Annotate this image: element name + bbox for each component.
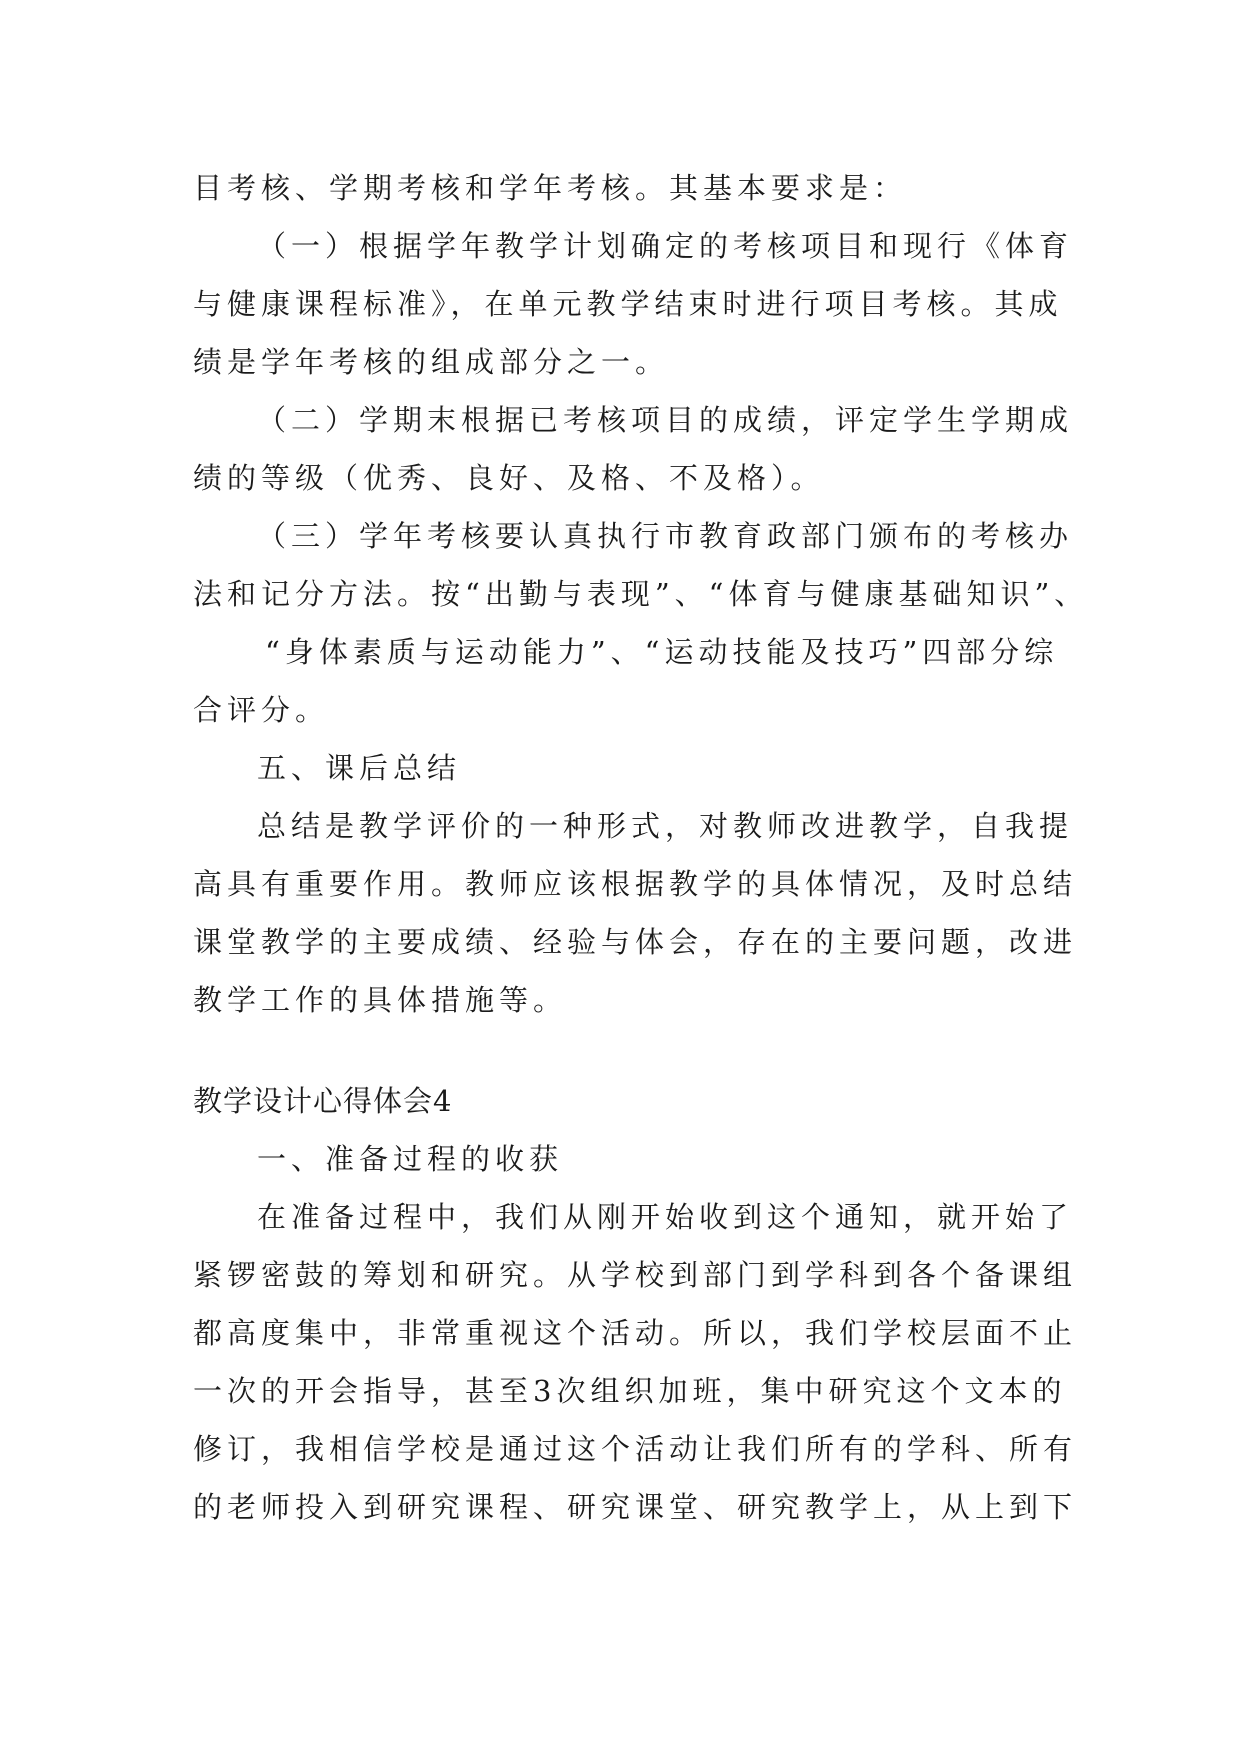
article-title: 教学设计心得体会4: [193, 1084, 453, 1118]
text-line: 高具有重要作用。教师应该根据教学的具体情况，及时总结: [193, 867, 1078, 901]
section-heading: 五、课后总结: [257, 751, 462, 785]
text-line: 绩的等级（优秀、良好、及格、不及格）。: [193, 461, 825, 495]
text-line: （一）根据学年教学计划确定的考核项目和现行《体育: [257, 229, 1074, 263]
text-line: 法和记分方法。按“出勤与表现”、“体育与健康基础知识”、: [193, 577, 1089, 611]
text-line: （二）学期末根据已考核项目的成绩，评定学生学期成: [257, 403, 1074, 437]
text-line: 紧锣密鼓的筹划和研究。从学校到部门到学科到各个备课组: [193, 1258, 1078, 1292]
text-line: 一次的开会指导，甚至3次组织加班，集中研究这个文本的: [193, 1374, 1067, 1408]
text-line: 修订，我相信学校是通过这个活动让我们所有的学科、所有: [193, 1432, 1078, 1466]
text-line: 教学工作的具体措施等。: [193, 983, 568, 1017]
text-line: 目考核、学期考核和学年考核。其基本要求是：: [193, 171, 908, 205]
text-line: 总结是教学评价的一种形式，对教师改进教学，自我提: [257, 809, 1074, 843]
text-line: 与健康课程标准》，在单元教学结束时进行项目考核。其成: [193, 287, 1063, 321]
text-line: 的老师投入到研究课程、研究课堂、研究教学上，从上到下: [193, 1490, 1078, 1524]
text-line: “身体素质与运动能力”、“运动技能及技巧”四部分综: [265, 635, 1059, 669]
text-line: 在准备过程中，我们从刚开始收到这个通知，就开始了: [257, 1200, 1074, 1234]
text-line: 课堂教学的主要成绩、经验与体会，存在的主要问题，改进: [193, 925, 1078, 959]
text-line: （三）学年考核要认真执行市教育政部门颁布的考核办: [257, 519, 1074, 553]
section-heading: 一、准备过程的收获: [257, 1142, 564, 1176]
text-line: 绩是学年考核的组成部分之一。: [193, 345, 670, 379]
text-line: 合评分。: [193, 693, 330, 727]
text-line: 都高度集中，非常重视这个活动。所以，我们学校层面不止: [193, 1316, 1078, 1350]
